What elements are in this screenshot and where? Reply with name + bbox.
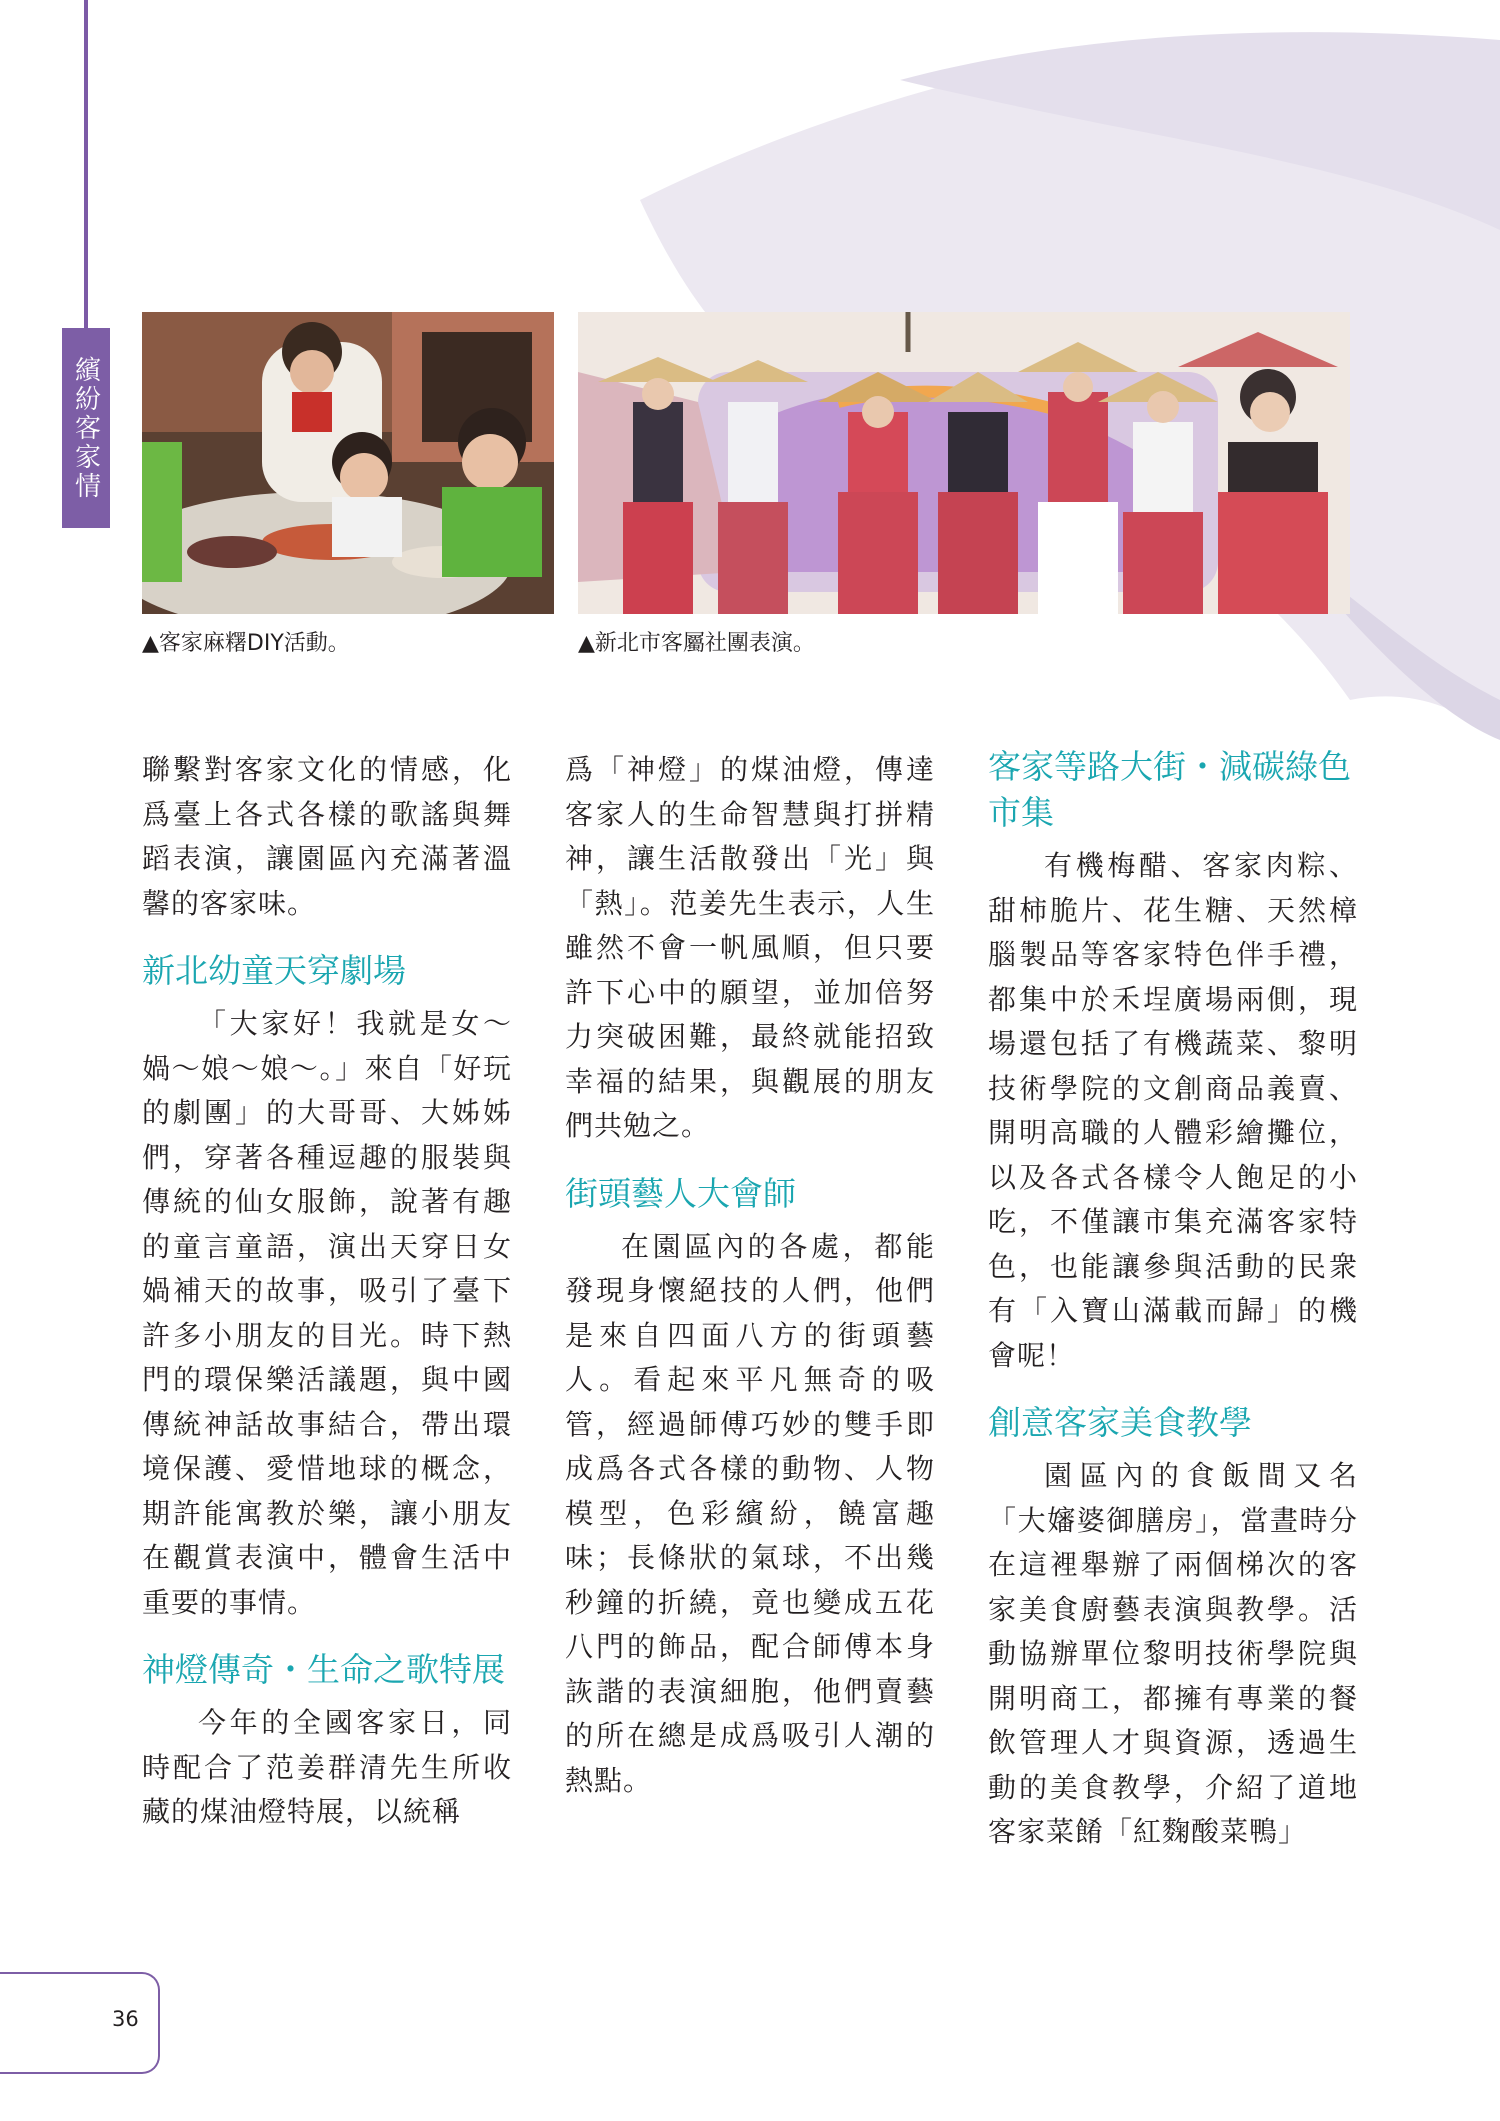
photo-caption-1: ▲客家麻糬DIY活動。 (142, 631, 350, 656)
paragraph: 聯繫對客家文化的情感，化爲臺上各式各樣的歌謠與舞蹈表演，讓園區內充滿著溫馨的客家味。 (142, 753, 512, 920)
column-2 (565, 748, 935, 1825)
section-heading: 創意客家美食教學 (988, 1403, 1252, 1442)
photo-caption-2: ▲新北市客屬社團表演。 (578, 631, 815, 656)
section-tab: 繽紛客家情 (62, 328, 110, 528)
section-heading: 客家等路大街・減碳綠色市集 (988, 747, 1351, 832)
section-heading: 新北幼童天穿劇場 (142, 951, 406, 990)
paragraph: 爲「神燈」的煤油燈，傳達客家人的生命智慧與打拼精神，讓生活散發出「光」與「熱」。范姜先生表示，人生雖然不會一帆風順，但只要許下心中的願望，並加倍努力突破困難，最終就能招致幸福的結果，與觀展的朋友們共勉之。 (565, 753, 935, 1142)
section-heading: 街頭藝人大會師 (565, 1173, 796, 1213)
paragraph: 「大家好！我就是女～媧～娘～娘～。」來自「好玩的劇團」的大哥哥、大姊姊們，穿著各種逗趣的服裝與傳統的仙女服飾，說著有趣的童言童語，演出天穿日女媧補天的故事，吸引了臺下許多小朋友的目光。時下熱門的環保樂活議題，與中國傳統神話故事結合，帶出環境保護、愛惜地球的概念，期許能寓教於樂，讓小朋友在觀賞表演中，體會生活中重要的事情。 (142, 1007, 512, 1619)
side-accent-line (84, 0, 88, 335)
section-heading: 神燈傳奇・生命之歌特展 (142, 1650, 505, 1689)
paragraph: 今年的全國客家日，同時配合了范姜群清先生所收藏的煤油燈特展，以統稱 (142, 1706, 512, 1828)
paragraph: 有機梅醋、客家肉粽、甜柿脆片、花生糖、天然樟腦製品等客家特色伴手禮，都集中於禾埕廣場兩側，現場還包括了有機蔬菜、黎明技術學院的文創商品義賣、開明高職的人體彩繪攤位，以及各式各樣令人飽足的小吃，不僅讓市集充滿客家特色，也能讓參與活動的民衆有「入寶山滿載而歸」的機會呢！ (988, 849, 1358, 1372)
page-number: 36 (112, 2007, 139, 2031)
paragraph: 園區內的食飯間又名「大嬸婆御膳房」，當晝時分在這裡舉辦了兩個梯次的客家美食廚藝表演與教學。活動協辦單位黎明技術學院與開明商工，都擁有專業的餐飲管理人才與資源，透過生動的美食教學，介紹了道地客家菜餚「紅麴酸菜鴨」 (988, 1459, 1358, 1848)
photo-mochi-diy (142, 312, 554, 614)
paragraph: 在園區內的各處，都能發現身懷絕技的人們，他們是來自四面八方的街頭藝人。看起來平凡無奇的吸管，經過師傅巧妙的雙手即成爲各式各樣的動物、人物模型，色彩繽紛，饒富趣味；長條狀的氣球，不出幾秒鐘的折繞，竟也變成五花八門的飾品，配合師傅本身詼諧的表演細胞，他們賣藝的所在總是成爲吸引人潮的熱點。 (565, 1229, 935, 1797)
column-3 (988, 744, 1358, 1877)
column-1 (142, 748, 512, 1857)
photo-hakka-performance (578, 312, 1350, 614)
